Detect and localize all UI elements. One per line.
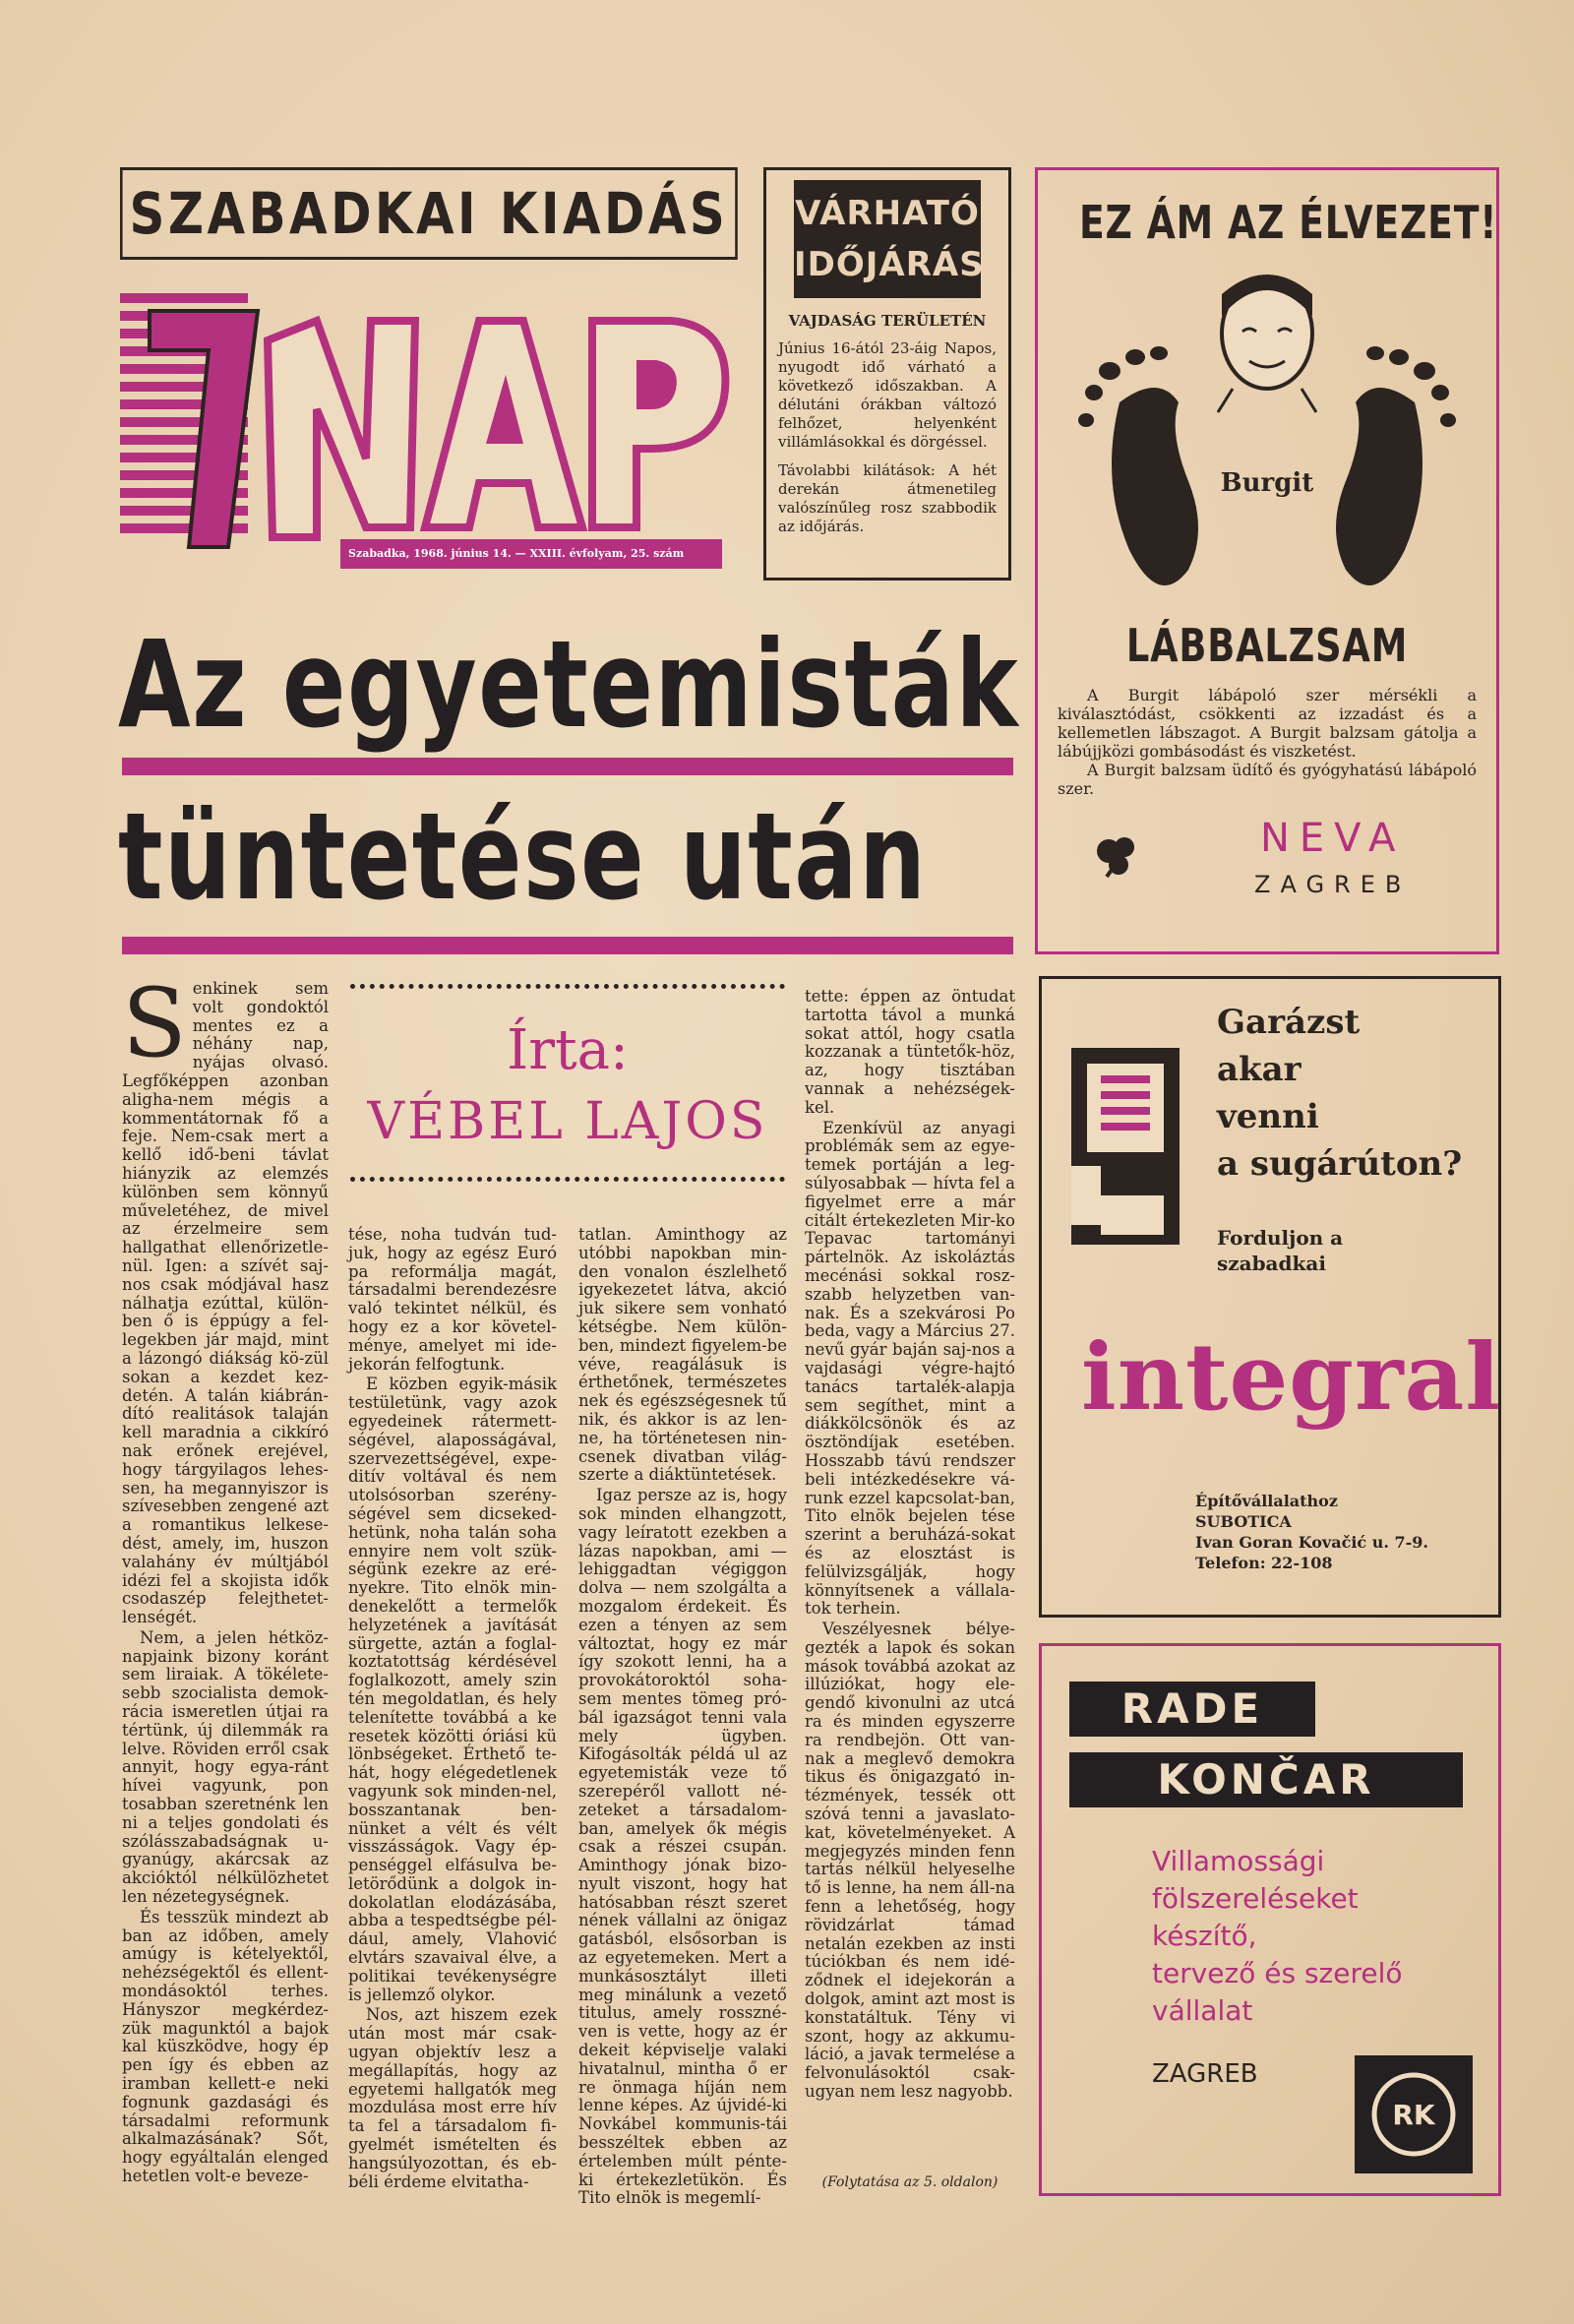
article-paragraph: Nem, a jelen hétköz-napjaink bizony koránt sem liraiak. A tökélete-sebb szocialista demok-rácia isмeretlen útjai ra tértünk, új dilemmák ra lelve. Röviden erről csak annyit, hogy egya-ránt hívei vagyunk, pon tosabban szeretnénk len ni a teljes gondolati és szólásszabadságnak u-gyanúgy, akárcsak az akcióktól nélkülözhetet len nézetegységnek.: [122, 1627, 329, 1907]
article-paragraph: E közben egyik-másik testületünk, vagy azok egyedeinek rátermett-ségével, alaposságával, szervezettségével, expe-ditív voltával és nem utolsósorban szerény-ségével sem dicseked-hetünk, noha talán soha ennyire nem volt szük-ségünk ezekre az eré-nyekre. Tito elnök min-denekelőtt a termelők helyzetének a javítását sürgette, aztán a foglal-koztatottság kérdésével foglalkozott, amely szin tén megoldatlan, és hely telenítette továbbá a ke resetek közötti óriási kü lönbségeket. Érthető te-hát, hogy elégedetlenek vagyunk sok minden-nel, bosszantanak ben-nünket a vélt és vélt visszásságok. Vagy ép-penséggel elfásulva be-letörődünk a dolgok in-dokolatlan elodázásába, abba a tespedtségbe pél-dául, amely, Vlahović elvtárs szavaival élve, a politikai tevékenységre is jellemző olykor.: [348, 1375, 557, 2004]
weather-title: VÁRHATÓ IDŐJÁRÁS: [794, 180, 981, 298]
nap-logo: [120, 281, 740, 573]
burgit-brand: Burgit: [1220, 468, 1314, 498]
integral-brand: integral: [1081, 1323, 1502, 1432]
burgit-description: A Burgit lábápoló szer mérsékli a kiválasztódást, csökkenti az izzadást és a kellemetlen lábszagot. A Burgit balzsam gátolja a lábújjközi gombásodást és viszketést. A Burgit balzsam üdítő és gyógyhatású lábápoló szer.: [1058, 686, 1477, 798]
svg-text:RK: RK: [1392, 2099, 1435, 2131]
headline-rule-2: [122, 937, 1013, 954]
article-paragraph: tette: éppen az öntudat tartotta távol a munká sokat attól, hogy csatla kozzanak a tüntetők-höz, az, hogy tisztában vannak a nehézségek-kel.: [805, 987, 1015, 1117]
byline-author: VÉBEL LAJOS: [367, 1092, 768, 1151]
byline-label: Írta:: [507, 1018, 629, 1082]
weather-forecast: Június 16-ától 23-áig Napos, nyugodt idő várható a következő időszakban. A délutáni órákban változó felhőzet, helyenként villámlásokkal és dörgéssel.: [778, 339, 997, 451]
integral-logo-icon: [1071, 1048, 1180, 1245]
koncar-city: ZAGREB: [1152, 2059, 1258, 2089]
headline-line2: tüntetése után: [118, 787, 928, 927]
article-column-2: [348, 1226, 557, 2190]
continued-note: (Folytatása az 5. oldalon): [821, 2174, 999, 2190]
dotted-rule: [350, 1177, 785, 1182]
burgit-ad: [1035, 167, 1499, 954]
weather-box: [763, 167, 1011, 581]
burgit-product: LÁBBALZSAM: [1125, 619, 1409, 672]
article-paragraph: Ezenkívül az anyagi problémák sem az egye-temek portáján a leg-súlyosabbak — hívta fel a figyelmet erre a már citált értekezleten Mir-ko Tepavac tartományi pártelnök. Az iskoláztás mecénási sokkal rosz-szabb helyzetben van-nak. És a szekvárosi Po beda, vagy a Március 27. nevű gyár baján saj-nos a vajdasági végre-hajtó tanács tartalék-alapja sem segíthet, mint a diákkölcsönök és az ösztöndíjak esetében. Hosszabb távú rendszer beli intézkedésekre vá-runk ezzel kapcsolat-ban, Tito elnök bejelen tése szerint a beruházá-sokat és az elosztást is felülvizsgálják, hogy könnyítsenek a vállala-tok terhein.: [805, 1118, 1015, 1619]
integral-ad: [1039, 976, 1501, 1618]
neva-company: NEVA: [1259, 816, 1406, 861]
drop-cap: S: [122, 968, 187, 1078]
integral-address: Építővállalathoz SUBOTICA Ivan Goran Kovačić u. 7-9. Telefon: 22-108: [1195, 1492, 1428, 1572]
article-paragraph: tése, noha tudván tud-juk, hogy az egész Euró pa reformálja magát, társadalmi berendezésre való tekintet nélkül, és hogy ez a kor követel-ménye, amelyet mi ide-jekorán felfogtunk.: [348, 1225, 557, 1374]
koncar-ad: [1039, 1643, 1501, 2196]
weather-outlook: Távolabbi kilátások: A hét derekán átmenetileg valószínűleg rosz szabbodik az időjárás.: [778, 461, 997, 535]
byline-box: [350, 984, 785, 1202]
article-column-3: [578, 1225, 787, 2208]
neva-city: ZAGREB: [1254, 871, 1412, 898]
headline-line1: Az egyetemisták: [118, 615, 1020, 755]
integral-question: Garázst akar venni a sugárúton?: [1217, 1003, 1463, 1184]
article-paragraph: Igaz persze az is, hogy sok minden elhangzott, vagy leíratott ezekben a lázas napokban, ami — lehiggadtan végiggon dolva — nem szolgálta a mozgalom érdekeit. És ezen a tényen az sem változtat, hogy ez már így szokott lenni, ha a provokátoroktól soha-sem mentes tömeg pró-bál igazságot tenni vala mely ügyben. Kifogásolták példá ul az egyetemisták veze tő szerepéről vallott né-zeteket a társadalom-ban, amelyek ők mégis csak a részei csupán. Aminthogy jónak bizo-nyult viszont, hogy hat hatósabban részt szeret nének vállalni az önigaz gatásból, elsősorban is az egyetemeken. Mert a munkásosztályt illeti meg minálunk a vezető titulus, amely rosszné-ven is vette, hogy az ér dekeit képviselje valaki hivatalnul, mintha ő er re önmaga híján nem lenne képes. Az újvidé-ki Novkábel kommunis-tái besszéltek ebben az értelemben múlt pénte-ki értekezletükön. És Tito elnök is megemlí-: [578, 1486, 787, 2208]
koncar-brand-rade: RADE: [1069, 1682, 1315, 1737]
issue-line: Szabadka, 1968. június 14. — XXIII. évfolyam, 25. szám: [340, 539, 722, 569]
neva-logo-row: [1038, 798, 1496, 898]
burgit-headline: EZ ÁM AZ ÉLVEZET!: [1078, 196, 1498, 249]
article-column-1: [122, 968, 329, 2190]
koncar-logo-icon: [1355, 2055, 1473, 2173]
integral-contact-prompt: Forduljon a szabadkai: [1217, 1226, 1344, 1275]
article-paragraph: És tesszük mindezt ab ban az időben, amely amúgy is kételyektől, nehézségektől és ellent-mondásoktól terhes. Hányszor megkérdez-zük magunktól a bajok kal küszködve, hogy ép pen így és ebben az iramban kellett-e neki fognunk gazdasági és társadalmi reformunk alkalmazásának? Sőt, hogy egyáltalán elenged hetetlen volt-e beveze-: [122, 1907, 329, 2185]
koncar-description: Villamossági fölszereléseket készítő, tervező és szerelő vállalat: [1152, 1845, 1403, 2027]
dotted-rule: [350, 984, 785, 989]
article-paragraph: enkinek sem volt gondoktól mentes ez a néhány nap, nyájas olvasó. Legfőképpen azonban aligha-nem mégis a kommentátornak fő a feje. Nem-csak mert a kellő idő-beni távlat hiányzik az elemzés különben sem könnyű műveletéhez, de mivel az érzelmeire sem hallgathat ellenőrizetle-nül. Igen: a szívét saj-nos csak módjával hasz nálhatja ezúttal, külön-ben ő is éppúgy a fel-legekben jár majd, mint a lázongó diákság kö-zül sokan a kezdet kez-detén. A talán kiábrán-dító realitások talaján kell maradnia a cikkíró nak erőnek erejével, hogy tárgyilagos lehes-sen, ha megannyiszor is szívesebben zengené azt a romantikus lelkese-dést, amely, im, huszon valahány év múltjából idézi fel a skojista idők csodaszép felejthetet-lenségét.: [122, 979, 329, 1627]
koncar-brand-koncar: KONČAR: [1069, 1752, 1463, 1807]
neva-logo-icon: [1087, 827, 1146, 887]
feet-illustration-icon: [1060, 255, 1474, 619]
article-column-4: [805, 988, 1015, 2165]
headline-rule-1: [122, 758, 1013, 775]
article-paragraph: tatlan. Aminthogy az utóbbi napokban min-den vonalon észlelhető igyekezetet látva, akció juk sikere sem vonható kétségbe. Nem külön-ben, mindezt figyelem-be véve, reagálásuk is érthetőnek, természetes nek és egészségesnek tű nik, és akkor is az len-ne, ha történetesen nin-csenek divatban világ-szerte a diáktüntetések.: [578, 1225, 787, 1485]
article-paragraph: Veszélyesnek bélye-gezték a lapok és sokan mások továbbá azokat az illúziókat, hogy ele-gendő kivonulni az utcá ra és minden egyszerre ra rendbejön. Ott van-nak a meglevő demokra tikus és önigazgató in-tézmények, tessék ott szóvá tenni a javaslato-kat, követelményeket. A megjegyzés minden fenn tartás nélkül helyeselhe tő is lenne, ha nem áll-na fenn a lehetőség, hogy rövidzárlat támad netalán ezekben az insti túciókban és nem idé-ződnek el idejekorán a dolgok, amint azt most is konstatáltuk. Tény vi szont, hogy az akkumu-láció, a javak termelése a felvonulásoktól csak-ugyan nem lesz nagyobb.: [805, 1620, 1015, 2102]
edition-label: SZABADKAI KIADÁS: [120, 167, 738, 260]
article-paragraph: Nos, azt hiszem ezek után most már csak-ugyan objektív lesz a megállapítás, hogy az egyetemi hallgatók meg mozdulása most erre hív ta fel a társadalom fi-gyelmét ismételten és hangsúlyozottan, és eb-béli érdeme elvitatha-: [348, 2005, 557, 2191]
weather-region: VAJDASÁG TERÜLETÉN: [788, 312, 987, 330]
